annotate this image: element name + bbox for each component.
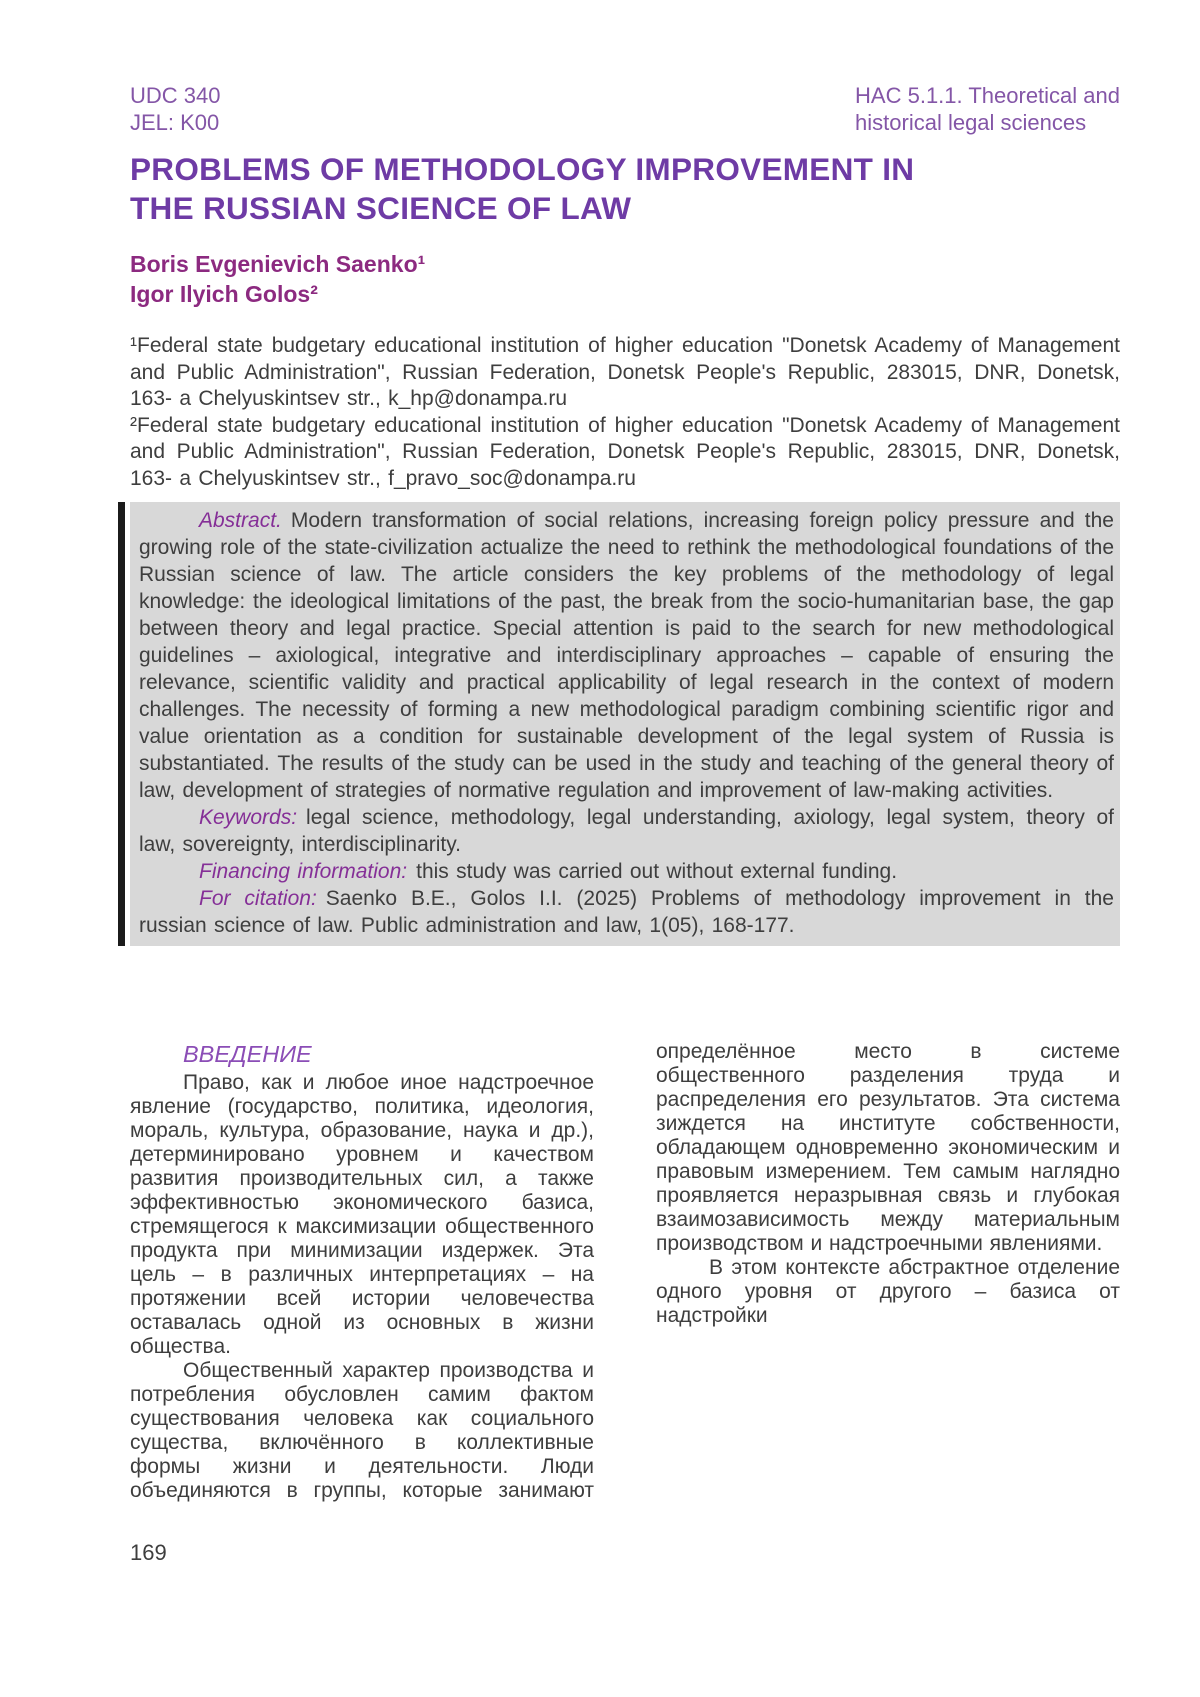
abstract-label: Abstract. — [199, 509, 282, 533]
introduction-paragraph: Право, как и любое иное надстроечное явление (государство, политика, идеология, мораль, культура, образование, наука и др.), детерминировано уровнем и качеством развития производительных сил, а также эффективностью экономического базиса, стремящегося к максимизации общественного продукта при минимизации издержек. Эта цель – в различных интерпретациях – на протяжении всей истории человечества оставалась одной из основных в жизни общества. — [130, 1071, 594, 1359]
financing-label: Financing information: — [199, 860, 408, 884]
citation-label: For citation: — [199, 887, 317, 911]
introduction-heading: ВВЕДЕНИЕ — [183, 1041, 312, 1068]
hac-classification-line2: historical legal sciences — [855, 110, 1087, 135]
hac-classification-line1: HAC 5.1.1. Theoretical and — [855, 83, 1120, 108]
article-page — [130, 0, 1120, 1566]
article-title — [130, 150, 1120, 228]
citation-text: Saenko B.E., Golos I.I. (2025) Problems of methodology improvement in the russian science of law. Public administration and law, 1(05), 168-177. — [139, 887, 1114, 938]
citation-paragraph — [139, 885, 1114, 939]
masthead-right — [855, 82, 1120, 136]
abstract-text: Modern transformation of social relations, increasing foreign policy pressure and the growing role of the state-civilization actualize the need to rethink the methodological foundations of the Russian science of law. The article considers the key problems of the methodology of legal knowledge: the ideological limitations of the past, the break from the socio-humanitarian base, the gap between theory and legal practice. Special attention is paid to the search for new methodological guidelines – axiological, integrative and interdisciplinary approaches – capable of ensuring the relevance, scientific validity and practical applicability of legal research in the context of modern challenges. The necessity of forming a new methodological paradigm combining scientific rigor and value orientation as a condition for sustainable development of the legal system of Russia is substantiated. The results of the study can be used in the study and teaching of the general theory of law, development of strategies of normative regulation and improvement of law-making activities. — [139, 509, 1114, 803]
article-title-line1: PROBLEMS OF METHODOLOGY IMPROVEMENT IN — [130, 151, 915, 187]
affiliation-entry: ¹Federal state budgetary educational institution of higher education "Donetsk Academy of Management and Public Administration", Russian Federation, Donetsk People's Republic, 283015, DNR, Donetsk, 163- a Chelyuskintsev str., k_hp@donampa.ru — [130, 334, 1120, 411]
keywords-paragraph — [139, 804, 1114, 858]
keywords-text: legal science, methodology, legal understanding, axiology, legal system, theory of law, sovereignty, interdisciplinarity. — [139, 806, 1114, 857]
author-name: Boris Evgenievich Saenko¹ — [130, 251, 426, 278]
financing-paragraph — [139, 858, 1114, 885]
keywords-label: Keywords: — [199, 806, 298, 830]
introduction-paragraph: В этом контексте абстрактное отделение одного уровня от другого – базиса от надстройки — [656, 1256, 1120, 1328]
article-title-line2: THE RUSSIAN SCIENCE OF LAW — [130, 190, 632, 226]
author-name: Igor Ilyich Golos² — [130, 281, 318, 308]
authors-block — [130, 249, 1120, 309]
financing-text: this study was carried out without external funding. — [416, 860, 898, 884]
masthead-left — [130, 82, 220, 136]
udc-code: UDC 340 — [130, 83, 221, 108]
introduction-paragraph: Общественный характер производства и потребления обусловлен самим фактом существования человека как социального существа, включённого в коллективные формы жизни и деятельности. Люди объединяются в группы, которые занимают определённое место в системе общественного разделения труда и распределения его результатов. Эта система зиждется на институте собственности, обладающем одновременно экономическим и правовым измерением. Тем самым наглядно проявляется неразрывная связь и глубокая взаимозависимость между материальным производством и надстроечными явлениями. — [130, 1040, 1120, 1503]
introduction-columns — [130, 1040, 1120, 1508]
jel-code: JEL: K00 — [130, 110, 220, 135]
abstract-box — [130, 502, 1120, 946]
masthead — [130, 82, 1120, 136]
abstract-paragraph — [139, 507, 1114, 804]
affiliation-entry: ²Federal state budgetary educational institution of higher education "Donetsk Academy of Management and Public Administration", Russian Federation, Donetsk People's Republic, 283015, DNR, Donetsk, 163- a Chelyuskintsev str., f_pravo_soc@donampa.ru — [130, 413, 1120, 490]
page-number: 169 — [130, 1540, 167, 1566]
affiliations-block — [130, 333, 1120, 492]
